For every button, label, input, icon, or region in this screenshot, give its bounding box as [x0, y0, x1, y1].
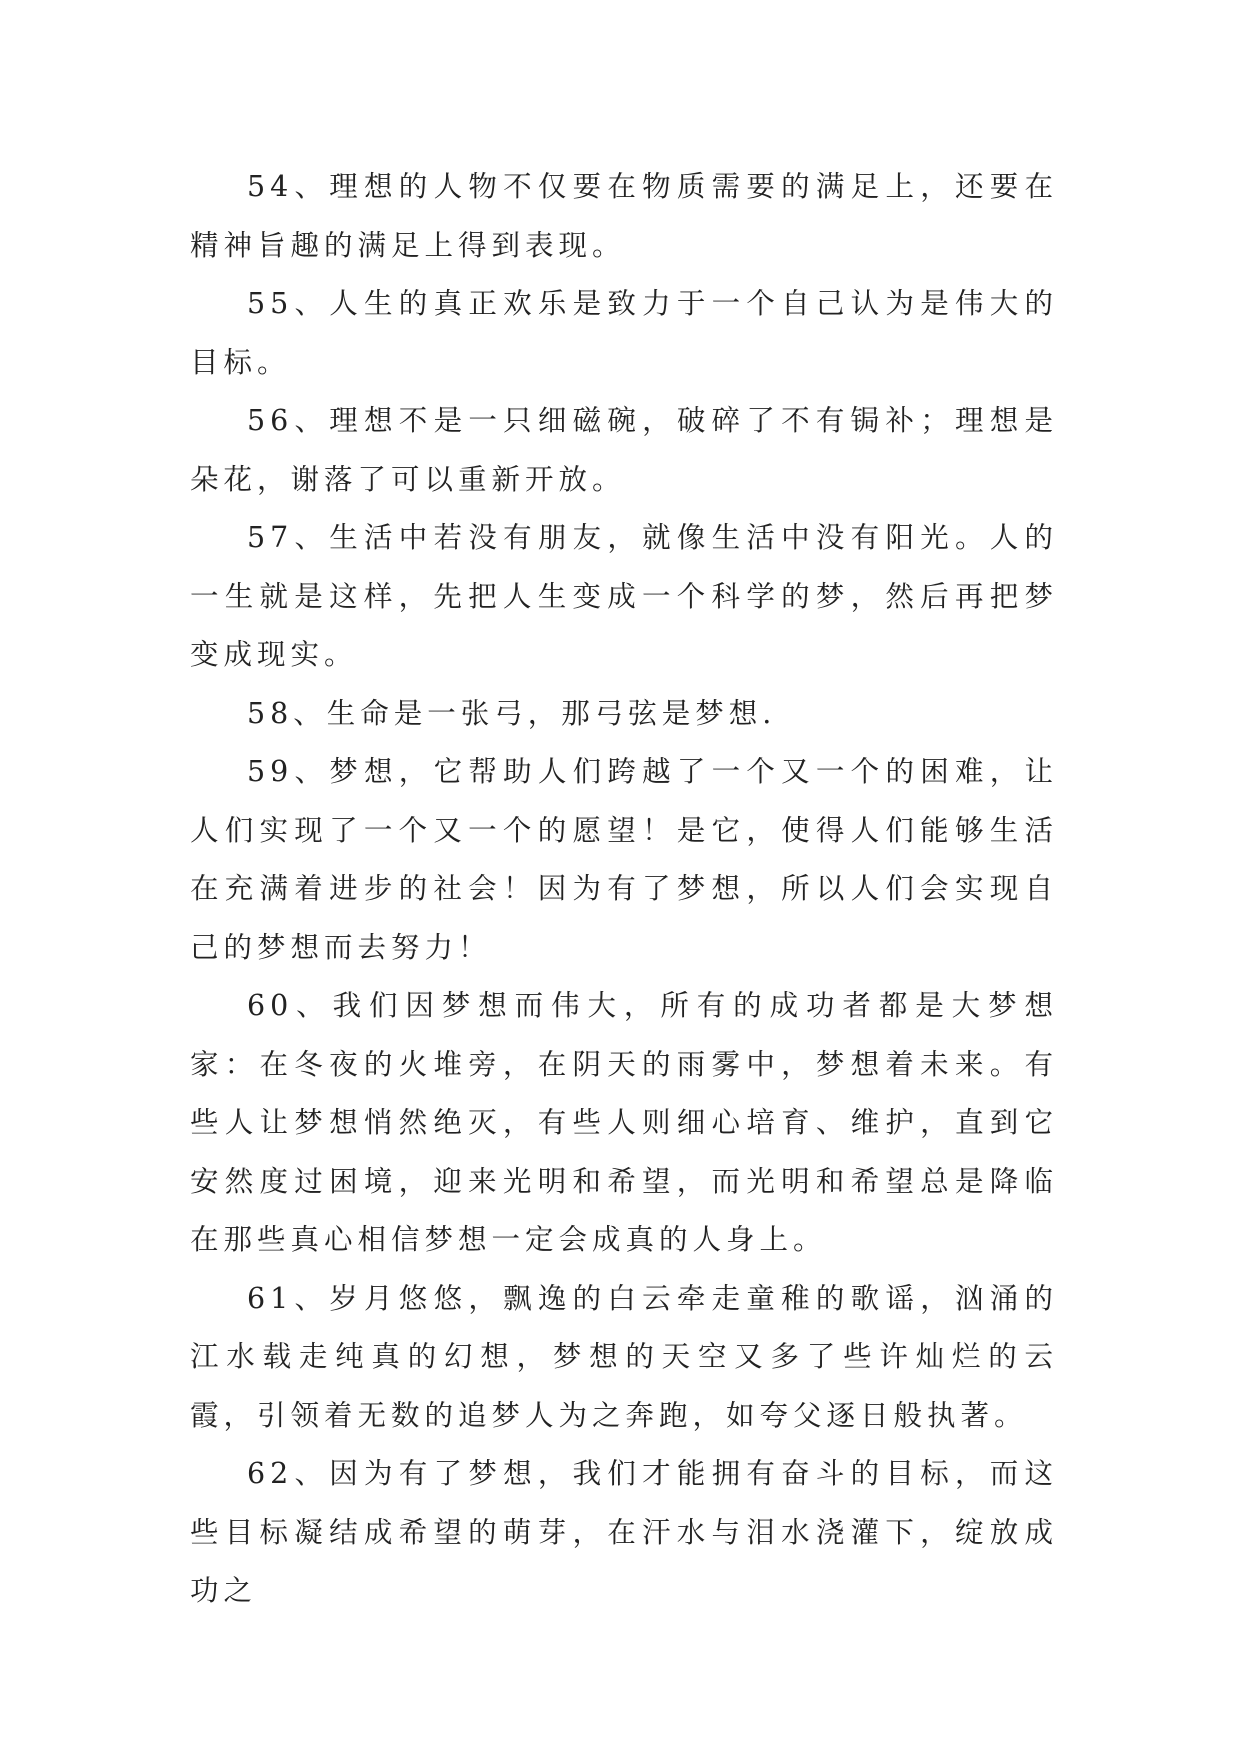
document-body — [190, 158, 1058, 1621]
paragraph-55: 55、人生的真正欢乐是致力于一个自己认为是伟大的目标。 — [190, 287, 1058, 379]
paragraph-58: 58、生命是一张弓，那弓弦是梦想. — [247, 696, 777, 730]
paragraph-62: 62、因为有了梦想，我们才能拥有奋斗的目标，而这些目标凝结成希望的萌芽，在汗水与泪水浇灌下，绽放成功之 — [190, 1457, 1058, 1607]
paragraph-57: 57、生活中若没有朋友，就像生活中没有阳光。人的一生就是这样，先把人生变成一个科学的梦，然后再把梦变成现实。 — [190, 521, 1058, 671]
paragraph-61: 61、岁月悠悠，飘逸的白云牵走童稚的歌谣，汹涌的江水载走纯真的幻想，梦想的天空又多了些许灿烂的云霞，引领着无数的追梦人为之奔跑，如夸父逐日般执著。 — [190, 1281, 1058, 1432]
paragraph-56: 56、理想不是一只细磁碗，破碎了不有锔补；理想是朵花，谢落了可以重新开放。 — [190, 404, 1058, 496]
paragraph-60: 60、我们因梦想而伟大，所有的成功者都是大梦想家：在冬夜的火堆旁，在阴天的雨雾中，梦想着未来。有些人让梦想悄然绝灭，有些人则细心培育、维护，直到它安然度过困境，迎来光明和希望，而光明和希望总是降临在那些真心相信梦想一定会成真的人身上。 — [190, 989, 1058, 1256]
paragraph-59: 59、梦想，它帮助人们跨越了一个又一个的困难，让人们实现了一个又一个的愿望！是它，使得人们能够生活在充满着进步的社会！因为有了梦想，所以人们会实现自己的梦想而去努力！ — [190, 755, 1058, 964]
paragraph-54: 54、理想的人物不仅要在物质需要的满足上，还要在精神旨趣的满足上得到表现。 — [190, 170, 1058, 262]
